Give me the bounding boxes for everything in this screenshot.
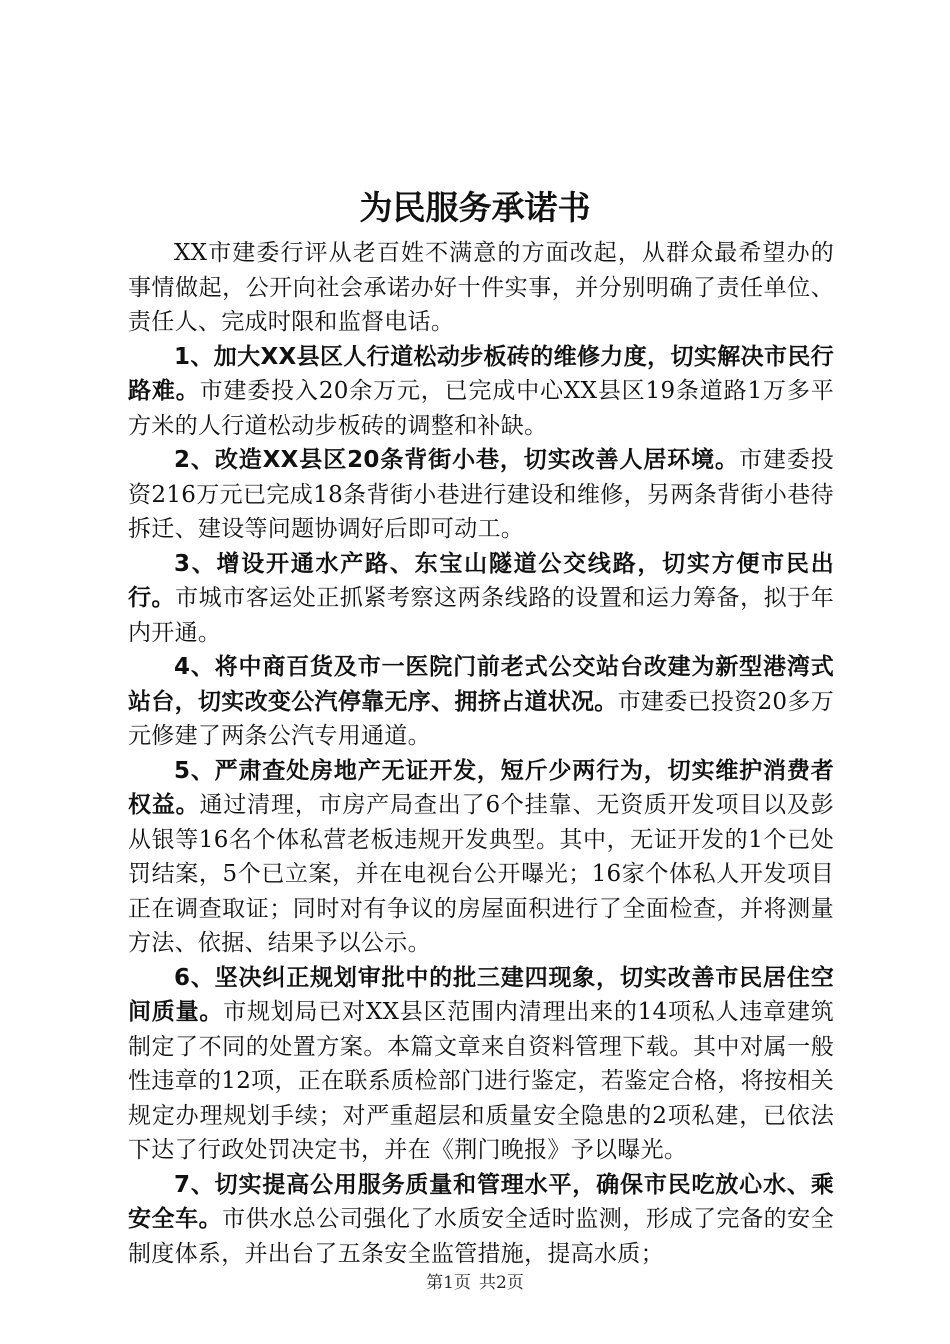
page-footer	[0, 1272, 950, 1294]
item-paragraph-3	[128, 547, 834, 651]
item-paragraph-5	[128, 754, 834, 961]
item-text: 市建委投入20余万元，已完成中心XX县区19条道路1万多平方米的人行道松动步板砖的调整和补缺。	[128, 378, 834, 439]
item-lead: 4、将中商百货及市一医院门前老式公交站台改建为新型港湾式站台，切实改变公汽停靠无序、拥挤占道状况。	[128, 654, 834, 715]
page-total: 共2页	[479, 1273, 524, 1293]
item-paragraph-7	[128, 1168, 834, 1272]
document-body	[128, 236, 834, 1271]
item-lead: 2、改造XX县区20条背街小巷，切实改善人居环境。	[174, 447, 739, 473]
page-number: 第1页	[426, 1273, 471, 1293]
item-paragraph-6	[128, 961, 834, 1168]
item-text: 通过清理，市房产局查出了6个挂靠、无资质开发项目以及彭从银等16名个体私营老板违规开发典型。其中，无证开发的1个已处罚结案，5个已立案，并在电视台公开曝光；16家个体私人开发项目正在调查取证；同时对有争议的房屋面积进行了全面检查，并将测量方法、依据、结果予以公示。	[128, 792, 835, 956]
item-lead: 7、切实提高公用服务质量和管理水平，确保市民吃放心水、乘安全车。	[128, 1171, 834, 1232]
item-text: 市供水总公司强化了水质安全适时监测，形成了完备的安全制度体系，并出台了五条安全监管措施，提高水质；	[128, 1206, 834, 1267]
item-text: 市城市客运处正抓紧考察这两条线路的设置和运力筹备，拟于年内开通。	[128, 585, 834, 646]
item-text: 市规划局已对XX县区范围内清理出来的14项私人违章建筑制定了不同的处置方案。本篇文章来自资料管理下载。其中对属一般性违章的12项，正在联系质检部门进行鉴定，若鉴定合格，将按相关规定办理规划手续；对严重超层和质量安全隐患的2项私建，已依法下达了行政处罚决定书，并在《荆门晚报》予以曝光。	[128, 999, 834, 1163]
item-paragraph-1	[128, 340, 834, 444]
item-text: 市建委投资216万元已完成18条背街小巷进行建设和维修，另两条背街小巷待拆迁、建设等问题协调好后即可动工。	[128, 447, 834, 542]
item-lead: 3、增设开通水产路、东宝山隧道公交线路，切实方便市民出行。	[128, 550, 834, 611]
intro-paragraph: XX市建委行评从老百姓不满意的方面改起，从群众最希望办的事情做起，公开向社会承诺办好十件实事，并分别明确了责任单位、责任人、完成时限和监督电话。	[128, 240, 834, 335]
document-title: 为民服务承诺书	[359, 188, 591, 227]
item-lead: 5、严肃查处房地产无证开发，短斤少两行为，切实维护消费者权益。	[128, 757, 834, 818]
item-lead: 1、加大XX县区人行道松动步板砖的维修力度，切实解决市民行路难。	[128, 343, 834, 404]
item-paragraph-4	[128, 650, 834, 754]
item-lead: 6、坚决纠正规划审批中的批三建四现象，切实改善市民居住空间质量。	[128, 964, 834, 1025]
item-paragraph-2	[128, 443, 834, 547]
item-text: 市建委已投资20多万元修建了两条公汽专用通道。	[128, 688, 834, 749]
